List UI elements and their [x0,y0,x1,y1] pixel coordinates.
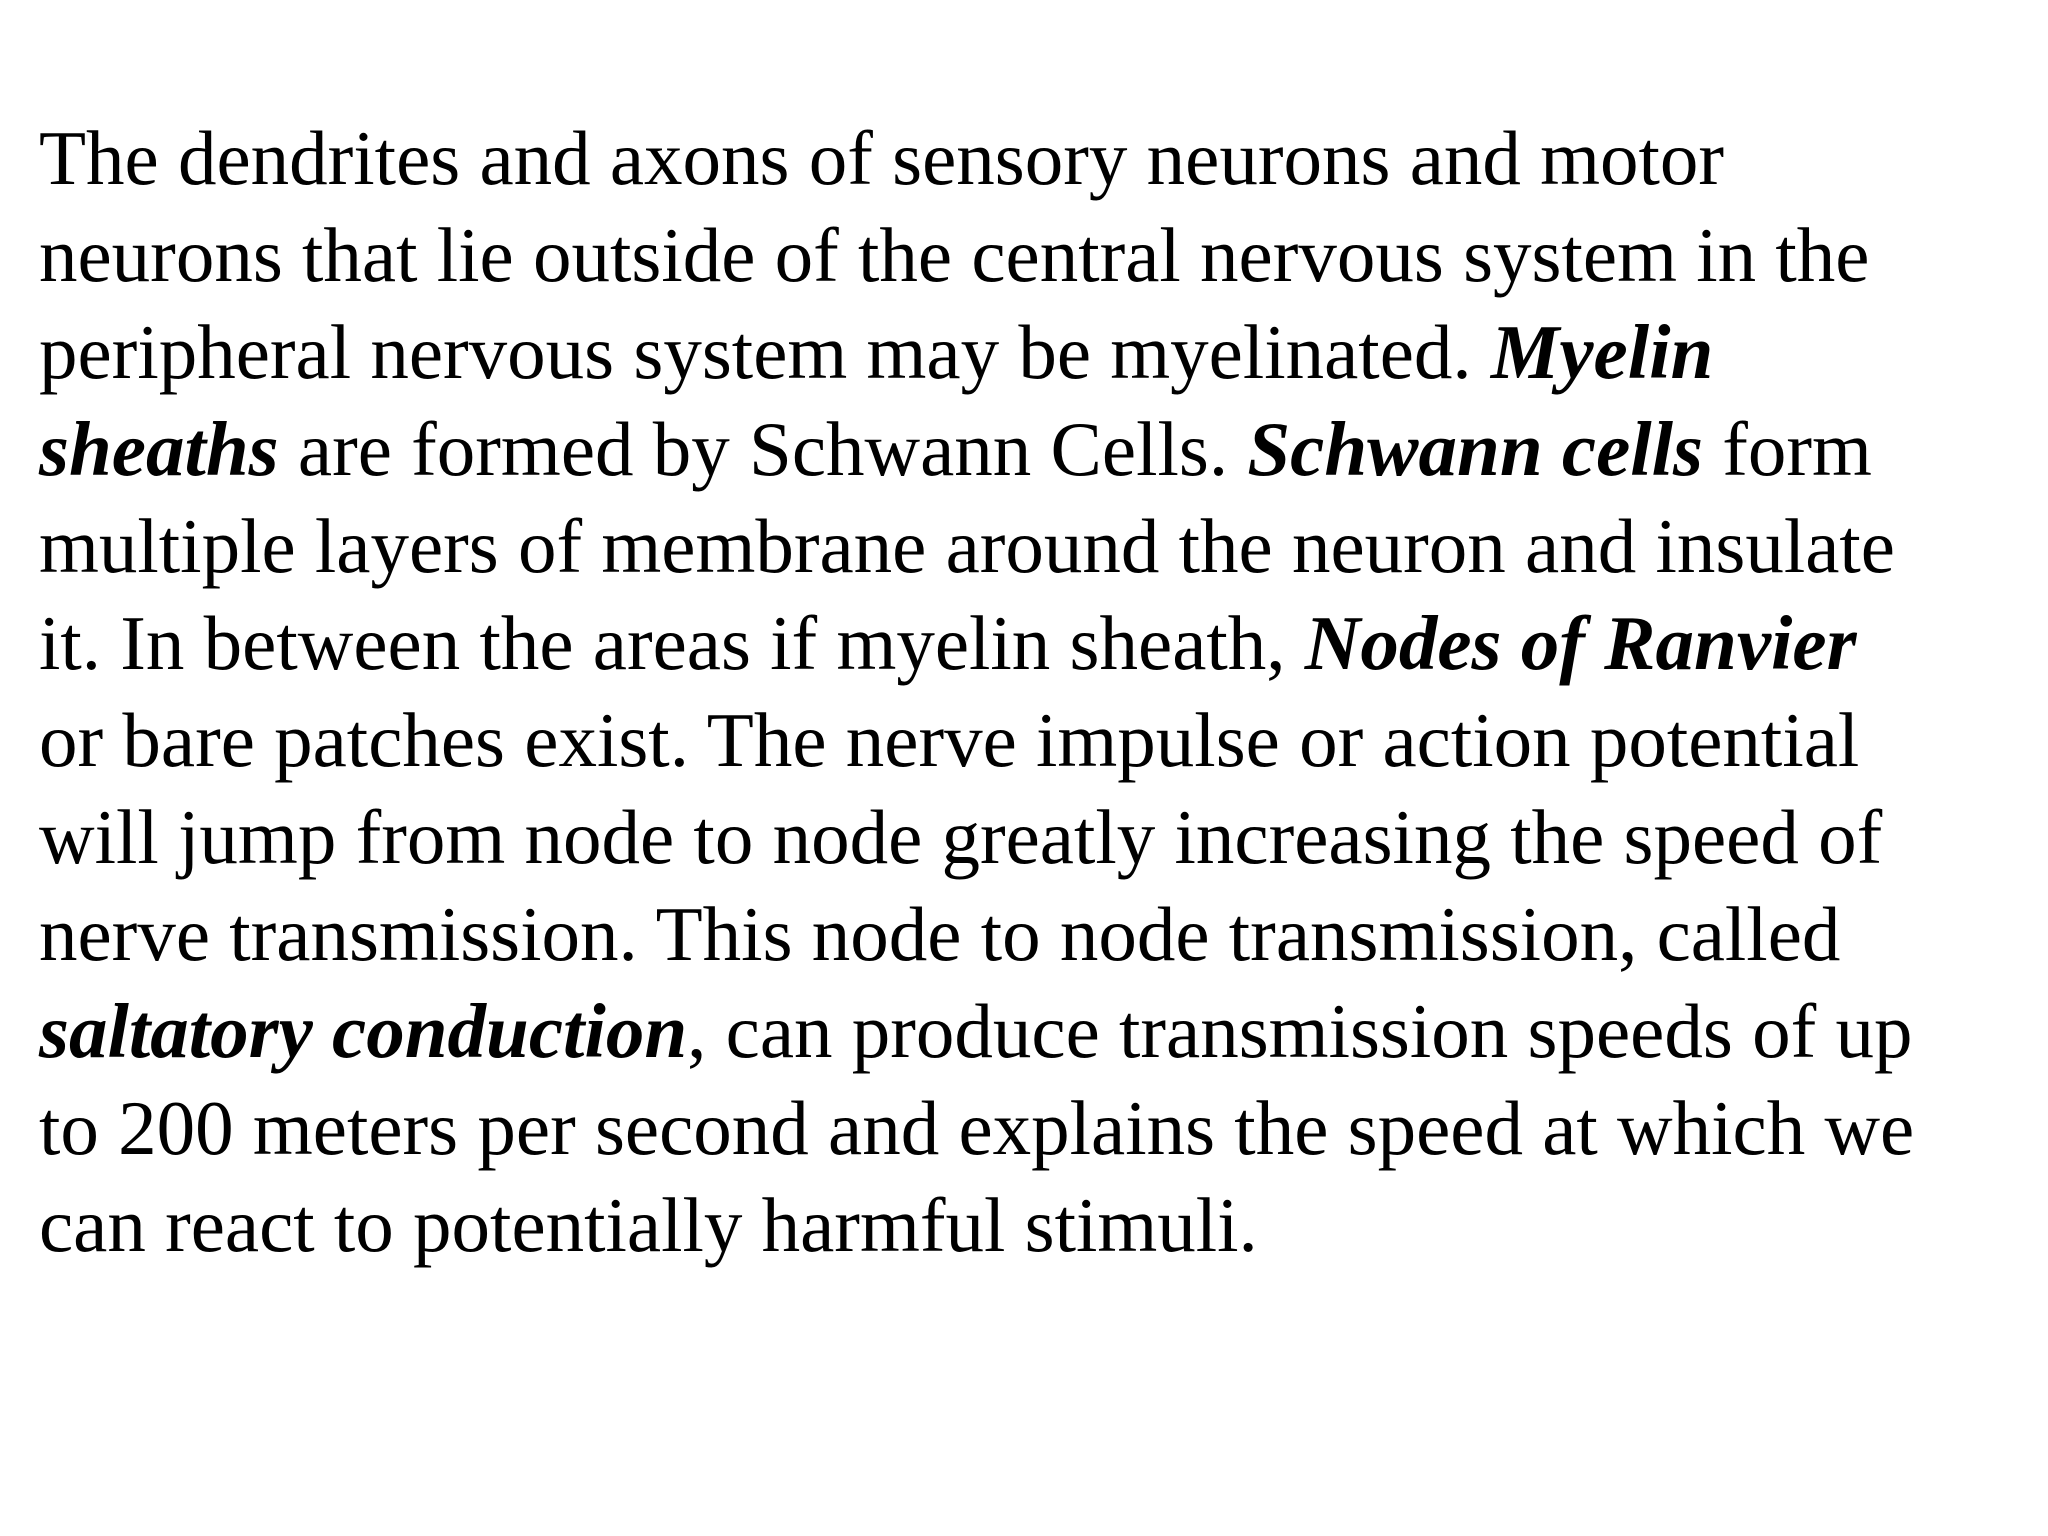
key-term-myelin: Myelin [1490,309,1714,395]
paragraph-line [39,304,2024,401]
key-term-nodes-of-ranvier: Nodes of Ranvier [1304,600,1857,686]
paragraph-line [39,886,2024,983]
paragraph-line [39,1080,2024,1177]
text-run: multiple layers of membrane around the neuron and insulate [39,503,1895,589]
text-run: , can produce transmission speeds of up [687,988,1913,1074]
paragraph-line [39,401,2024,498]
paragraph-line [39,498,2024,595]
text-run: or bare patches exist. The nerve impulse or action potential [39,697,1860,783]
text-run: it. In between the areas if myelin sheath, [39,600,1305,686]
text-run: nerve transmission. This node to node transmission, called [39,891,1841,977]
text-run: neurons that lie outside of the central nervous system in the [39,212,1870,298]
text-run: peripheral nervous system may be myelinated. [39,309,1491,395]
paragraph-line [39,789,2024,886]
paragraph-line [39,207,2024,304]
key-term-schwann-cells: Schwann cells [1247,406,1704,492]
paragraph-line [39,110,2024,207]
paragraph-line [39,595,2024,692]
key-term-saltatory-conduction: saltatory conduction [39,988,688,1074]
paragraph-line [39,983,2024,1080]
text-run: form [1703,406,1872,492]
paragraph-line [39,692,2024,789]
text-run: The dendrites and axons of sensory neurons and motor [39,115,1725,201]
body-paragraph [39,110,2024,1274]
key-term-sheaths: sheaths [39,406,279,492]
paragraph-line [39,1177,2024,1274]
text-run: to 200 meters per second and explains the speed at which we [39,1085,1915,1171]
text-run: are formed by Schwann Cells. [278,406,1248,492]
text-run: can react to potentially harmful stimuli. [39,1182,1258,1268]
text-run: will jump from node to node greatly increasing the speed of [39,794,1883,880]
